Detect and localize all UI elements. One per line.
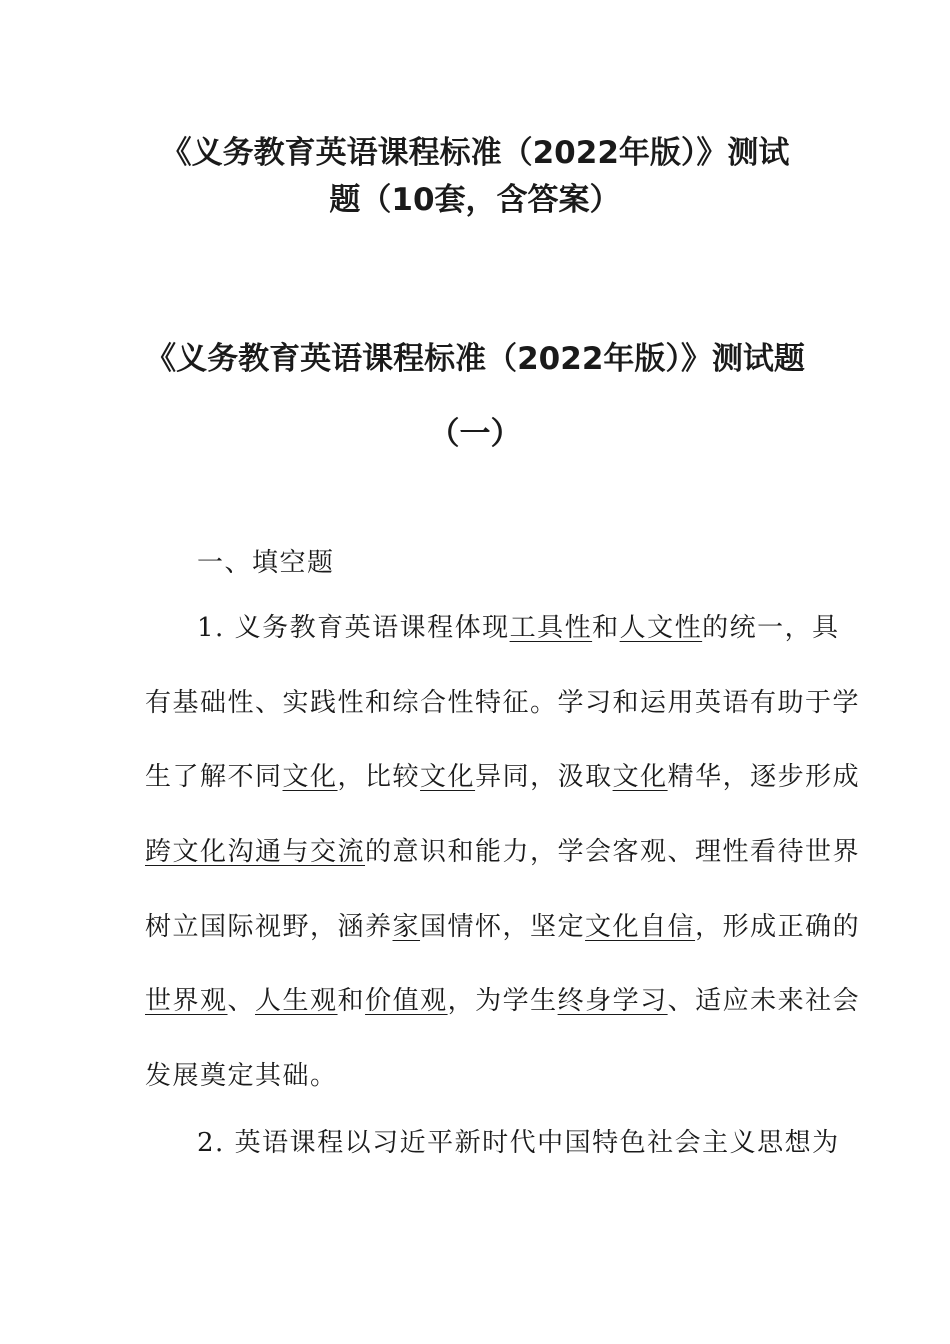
question-2-line-1: 2. 英语课程以习近平新时代中国特色社会主义思想为 xyxy=(197,1128,840,1158)
text: 精华，逐步形成 xyxy=(667,762,861,792)
answer-blank: 价值观 xyxy=(365,986,448,1016)
text: 、适应未来社会 xyxy=(667,986,861,1016)
question-1-line-3 xyxy=(145,759,861,795)
text: 异同，汲取 xyxy=(475,762,613,792)
test-title-line-1: 《义务教育英语课程标准（2022年版）》测试题 xyxy=(145,341,805,377)
text: ，比较 xyxy=(337,762,421,792)
section-heading: 一、填空题 xyxy=(197,548,335,578)
answer-blank: 文化 xyxy=(420,762,476,792)
answer-blank: 跨文化沟通与交流 xyxy=(145,837,366,867)
question-1-line-7: 发展奠定其础。 xyxy=(145,1061,338,1091)
text: 、 xyxy=(227,986,256,1016)
question-1-line-1 xyxy=(197,610,840,646)
test-title-line-2: （一） xyxy=(428,416,522,452)
answer-blank: 终身学习 xyxy=(557,986,668,1016)
text: 和 xyxy=(592,613,620,643)
document-title-line-2: 题（10套，含答案） xyxy=(329,182,621,218)
text: 的意识和能力，学会客观、理性看待世界 xyxy=(365,837,861,867)
answer-blank: 文化 xyxy=(282,762,338,792)
text: ，为学生 xyxy=(447,986,558,1016)
text: 国情怀，坚定 xyxy=(420,912,586,942)
text: 树立国际视野，涵养 xyxy=(145,912,393,942)
answer-blank: 文化 xyxy=(612,762,668,792)
answer-blank: 人生观 xyxy=(255,986,338,1016)
question-1-line-4 xyxy=(145,834,861,870)
answer-blank: 工具性 xyxy=(509,613,593,643)
text: 和 xyxy=(337,986,366,1016)
question-1-line-2: 有基础性、实践性和综合性特征。学习和运用英语有助于学 xyxy=(145,688,861,718)
question-1-line-5 xyxy=(145,909,861,945)
answer-blank: 人文性 xyxy=(619,613,703,643)
answer-blank: 家 xyxy=(392,912,421,942)
document-title-line-1: 《义务教育英语课程标准（2022年版）》测试 xyxy=(160,135,790,171)
text: 的统一，具 xyxy=(702,613,840,643)
answer-blank: 文化自信 xyxy=(585,912,696,942)
question-1-line-6 xyxy=(145,983,861,1019)
text: 1. 义务教育英语课程体现 xyxy=(197,613,510,643)
answer-blank: 世界观 xyxy=(145,986,228,1016)
text: 生了解不同 xyxy=(145,762,283,792)
text: ，形成正确的 xyxy=(695,912,861,942)
